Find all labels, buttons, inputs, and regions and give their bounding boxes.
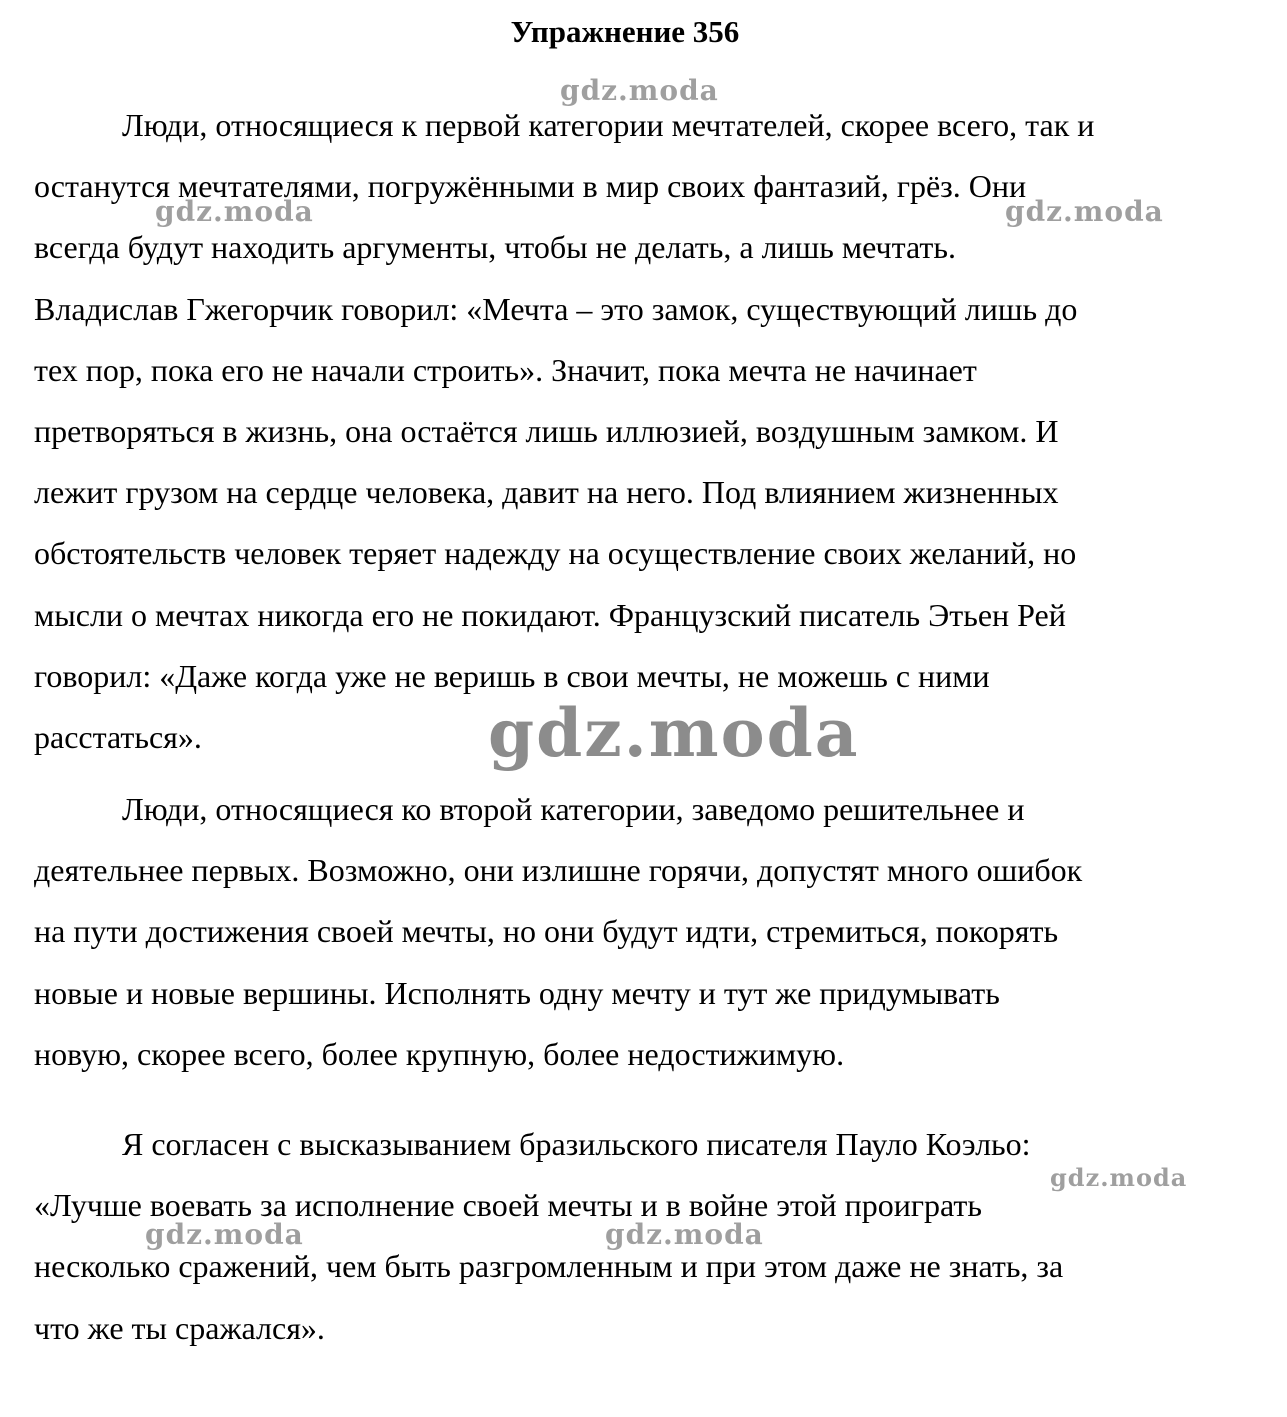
- paragraph-3: [34, 1114, 1229, 1359]
- paragraph-line: Я согласен с высказыванием бразильского писателя Пауло Коэльо:: [122, 1126, 1031, 1162]
- paragraph-line: претворяться в жизнь, она остаётся лишь иллюзией, воздушным замком. И: [34, 413, 1059, 450]
- paragraph-line: несколько сражений, чем быть разгромленным и при этом даже не знать, за: [34, 1248, 1064, 1285]
- watermark: gdz.moda: [605, 1218, 764, 1251]
- paragraph-line: деятельнее первых. Возможно, они излишне горячи, допустят много ошибок: [34, 852, 1083, 889]
- watermark: gdz.moda: [1005, 195, 1164, 228]
- paragraph-line: говорил: «Даже когда уже не веришь в свои мечты, не можешь с ними: [34, 657, 990, 694]
- paragraph-line: всегда будут находить аргументы, чтобы не делать, а лишь мечтать.: [34, 229, 956, 266]
- paragraph-line: Владислав Гжегорчик говорил: «Мечта – это замок, существующий лишь до: [34, 290, 1078, 327]
- watermark: gdz.moda: [560, 74, 719, 107]
- paragraph-line: Люди, относящиеся к первой категории мечтателей, скорее всего, так и: [122, 107, 1095, 143]
- exercise-title: Упражнение 356: [510, 14, 740, 49]
- watermark: gdz.moda: [145, 1218, 304, 1251]
- watermark: gdz.moda: [155, 195, 314, 228]
- paragraph-line: мысли о мечтах никогда его не покидают. Французский писатель Этьен Рей: [34, 596, 1066, 633]
- paragraph-line: тех пор, пока его не начали строить». Значит, пока мечта не начинает: [34, 351, 977, 388]
- paragraph-line: что же ты сражался».: [34, 1309, 325, 1346]
- watermark: gdz.moda: [1050, 1163, 1188, 1192]
- paragraph-line: на пути достижения своей мечты, но они будут идти, стремиться, покорять: [34, 913, 1059, 950]
- paragraph-line: останутся мечтателями, погружёнными в мир своих фантазий, грёз. Они: [34, 168, 1027, 205]
- watermark-large: gdz.moda: [488, 694, 860, 772]
- paragraph-line: Люди, относящиеся ко второй категории, заведомо решительнее и: [122, 791, 1025, 827]
- paragraph-line: обстоятельств человек теряет надежду на осуществление своих желаний, но: [34, 535, 1077, 572]
- paragraph-line: расстаться».: [34, 719, 202, 756]
- paragraph-1: [34, 95, 1229, 768]
- paragraph-line: новые и новые вершины. Исполнять одну мечту и тут же придумывать: [34, 974, 1000, 1011]
- paragraph-line: лежит грузом на сердце человека, давит на него. Под влиянием жизненных: [34, 474, 1059, 511]
- paragraph-line: новую, скорее всего, более крупную, более недостижимую.: [34, 1035, 845, 1072]
- paragraph-line: «Лучше воевать за исполнение своей мечты и в войне этой проиграть: [34, 1187, 982, 1224]
- paragraph-2: [34, 779, 1229, 1085]
